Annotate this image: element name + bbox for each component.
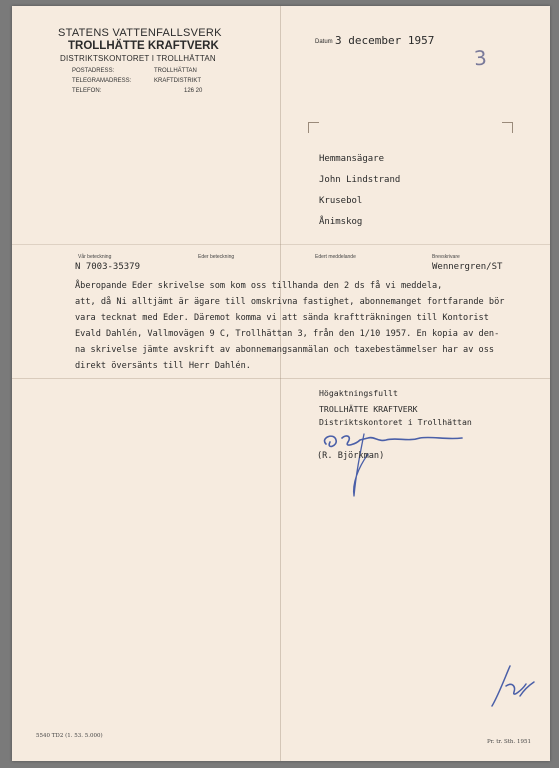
- recipient-line: Krusebol: [319, 196, 363, 206]
- window-corner-mark: [308, 122, 319, 133]
- signer-name: (R. Björkman): [317, 451, 385, 461]
- closing-line: Högaktningsfullt: [319, 388, 398, 398]
- ref-value-var: N 7003-35379: [75, 262, 141, 272]
- body-line: na skrivelse jämte avskrift av abonnemangsanmälan och taxebestämmelser har av oss: [75, 345, 495, 355]
- letter-page: [12, 6, 550, 761]
- telegram-label: TELEGRAMADRESS:: [72, 78, 132, 84]
- date-value: 3 december 1957: [335, 34, 435, 47]
- telefon-label: TELEFON:: [72, 88, 102, 94]
- letterhead-line2: TROLLHÄTTE KRAFTVERK: [68, 40, 219, 52]
- window-corner-mark: [502, 122, 513, 133]
- ref-label-meddelande: Edert meddelande: [315, 254, 356, 260]
- closing-line: TROLLHÄTTE KRAFTVERK: [319, 404, 418, 414]
- recipient-line: John Lindstrand: [319, 175, 401, 185]
- telegram-value: KRAFTDISTRIKT: [154, 78, 202, 84]
- postadress-value: TROLLHÄTTAN: [154, 68, 197, 74]
- date-label: Datum: [315, 39, 333, 45]
- ref-label-eder: Eder beteckning: [198, 254, 235, 260]
- initials-icon: [482, 656, 542, 716]
- signature-icon: [312, 424, 472, 504]
- postadress-label: POSTADRESS:: [72, 68, 115, 74]
- footer-printer-mark: Pr. tr. Sth. 1951: [487, 739, 531, 745]
- body-line: direkt översänts till Herr Dahlén.: [75, 361, 251, 371]
- letterhead-line1: STATENS VATTENFALLSVERK: [58, 27, 222, 39]
- fold-line-horizontal: [12, 378, 550, 379]
- body-line: Åberopande Eder skrivelse som kom oss tillhanda den 2 ds få vi meddela,: [75, 281, 443, 291]
- body-line: att, då Ni alltjämt är ägare till omskrivna fastighet, abonnemanget fortfarande bör: [75, 297, 505, 307]
- ref-label-var: Vår beteckning: [78, 254, 112, 260]
- recipient-line: Hemmansägare: [319, 154, 385, 164]
- footer-form-number: 5540 TD2 (1. 53. 5.000): [36, 733, 103, 739]
- body-line: Evald Dahlén, Vallmovägen 9 C, Trollhättan 3, från den 1/10 1957. En kopia av den-: [75, 329, 500, 339]
- recipient-line: Ånimskog: [319, 217, 363, 227]
- ref-label-brevskrivare: Brevskrivare: [432, 254, 460, 260]
- fold-line-horizontal: [12, 244, 550, 245]
- fold-line-vertical: [280, 6, 281, 761]
- body-line: vara tecknat med Eder. Däremot komma vi att sända kraftträkningen till Kontorist: [75, 313, 489, 323]
- ref-value-brevskrivare: Wennergren/ST: [432, 262, 503, 272]
- letterhead-line3: DISTRIKTSKONTORET I TROLLHÄTTAN: [60, 54, 216, 63]
- handwritten-page-mark: 3: [473, 45, 488, 71]
- closing-line: Distriktskontoret i Trollhättan: [319, 417, 472, 427]
- telefon-value: 126 20: [184, 88, 203, 94]
